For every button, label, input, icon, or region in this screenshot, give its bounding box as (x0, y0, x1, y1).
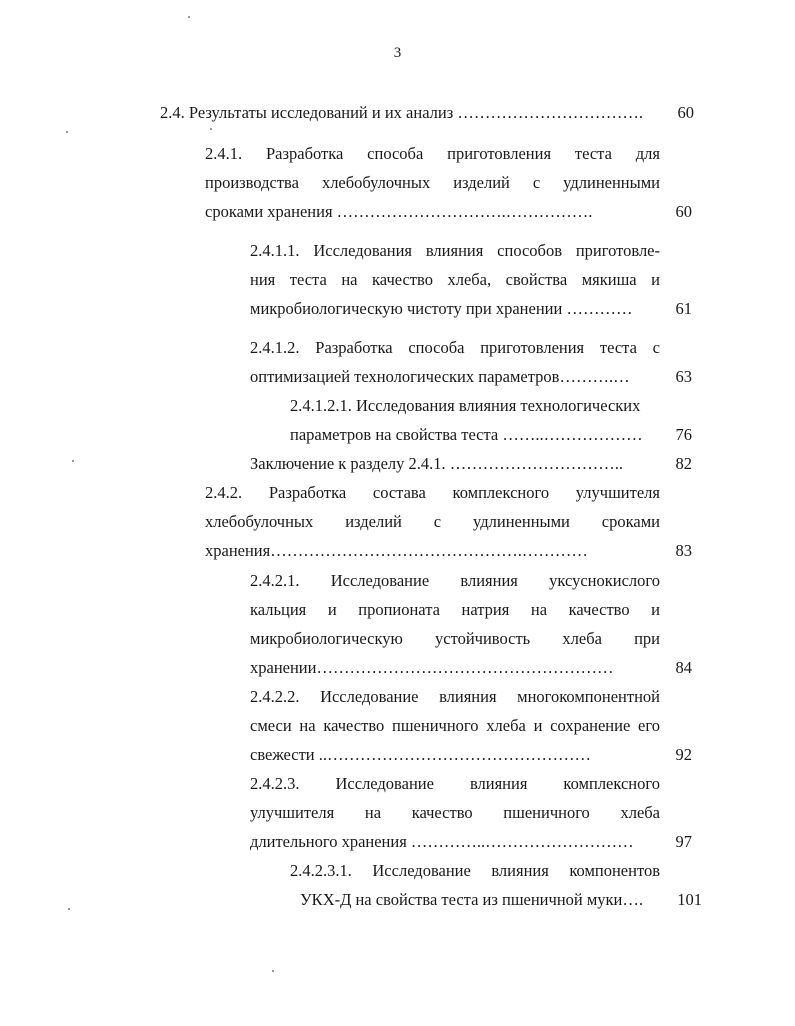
toc-entry-2-4-1-2: оптимизацией технологических параметров……….… (250, 367, 630, 386)
toc-entry-conclusion: Заключение к разделу 2.4.1. ………………………….. (250, 454, 624, 473)
toc-entry-2-4-1: сроками хранения ………………………….……………. (205, 202, 593, 221)
toc-entry-2-4-2-2: свежести ..………………………………………… (250, 745, 591, 764)
toc-entry-2-4-1-1: 2.4.1.1. Исследования влияния способов приготовле- (250, 241, 660, 260)
toc-page-2-4-2-3: 97 (675, 832, 692, 851)
toc-entry-2-4-2-2: смеси на качество пшеничного хлеба и сохранение его (250, 716, 660, 735)
toc-page-2-4: 60 (677, 103, 694, 122)
toc-page-2-4-1: 60 (675, 202, 692, 221)
toc-entry-2-4-1: 2.4.1. Разработка способа приготовления теста для (205, 144, 660, 163)
scan-speck (68, 908, 70, 910)
toc-page-2-4-1-2: 63 (675, 367, 692, 386)
toc-page-2-4-2-1: 84 (675, 658, 692, 677)
scan-speck (72, 460, 74, 462)
toc-page-conclusion: 82 (675, 454, 692, 473)
toc-entry-2-4: 2.4. Результаты исследований и их анализ ……………………………. (160, 103, 644, 122)
toc-entry-2-4-2-1: 2.4.2.1. Исследование влияния уксуснокислого (250, 571, 660, 590)
toc-entry-2-4-1: производства хлебобулочных изделий с удлиненными (205, 173, 660, 192)
toc-entry-2-4-2: 2.4.2. Разработка состава комплексного улучшителя (205, 483, 660, 502)
toc-page-2-4-2-3-1: 101 (677, 890, 702, 909)
toc-entry-2-4-2-3: длительного хранения …………..……………………… (250, 832, 634, 851)
toc-entry-2-4-2: хранения……………………………………….………… (205, 541, 588, 560)
toc-entry-2-4-1-2-1: параметров на свойства теста ……..……………… (290, 425, 643, 444)
toc-page-2-4-2-2: 92 (675, 745, 692, 764)
page-number: 3 (393, 45, 402, 61)
toc-entry-2-4-2-3: 2.4.2.3. Исследование влияния комплексного (250, 774, 660, 793)
toc-entry-2-4-2-2: 2.4.2.2. Исследование влияния многокомпонентной (250, 687, 660, 706)
scan-speck (210, 128, 212, 130)
toc-entry-2-4-2-1: микробиологическую устойчивость хлеба при (250, 629, 660, 648)
toc-entry-2-4-1-2: 2.4.1.2. Разработка способа приготовления теста с (250, 338, 660, 357)
toc-entry-2-4-2-3-1: УКХ-Д на свойства теста из пшеничной муки…. (300, 890, 644, 909)
toc-entry-2-4-2-3-1: 2.4.2.3.1. Исследование влияния компонентов (290, 861, 660, 880)
toc-entry-2-4-1-1: микробиологическую чистоту при хранении ………… (250, 299, 633, 318)
toc-page-2-4-2: 83 (675, 541, 692, 560)
toc-entry-2-4-1-2-1: 2.4.1.2.1. Исследования влияния технологических (290, 396, 641, 415)
toc-entry-2-4-2-1: хранении……………………………………………… (250, 658, 614, 677)
scan-speck (66, 131, 68, 133)
toc-entry-2-4-2: хлебобулочных изделий с удлиненными сроками (205, 512, 660, 531)
scan-speck (188, 16, 190, 18)
toc-page-2-4-1-1: 61 (675, 299, 692, 318)
toc-entry-2-4-2-1: кальция и пропионата натрия на качество и (250, 600, 660, 619)
scan-speck (272, 970, 274, 972)
toc-entry-2-4-2-3: улучшителя на качество пшеничного хлеба (250, 803, 660, 822)
toc-page-2-4-1-2-1: 76 (675, 425, 692, 444)
toc-entry-2-4-1-1: ния теста на качество хлеба, свойства мякиша и (250, 270, 660, 289)
